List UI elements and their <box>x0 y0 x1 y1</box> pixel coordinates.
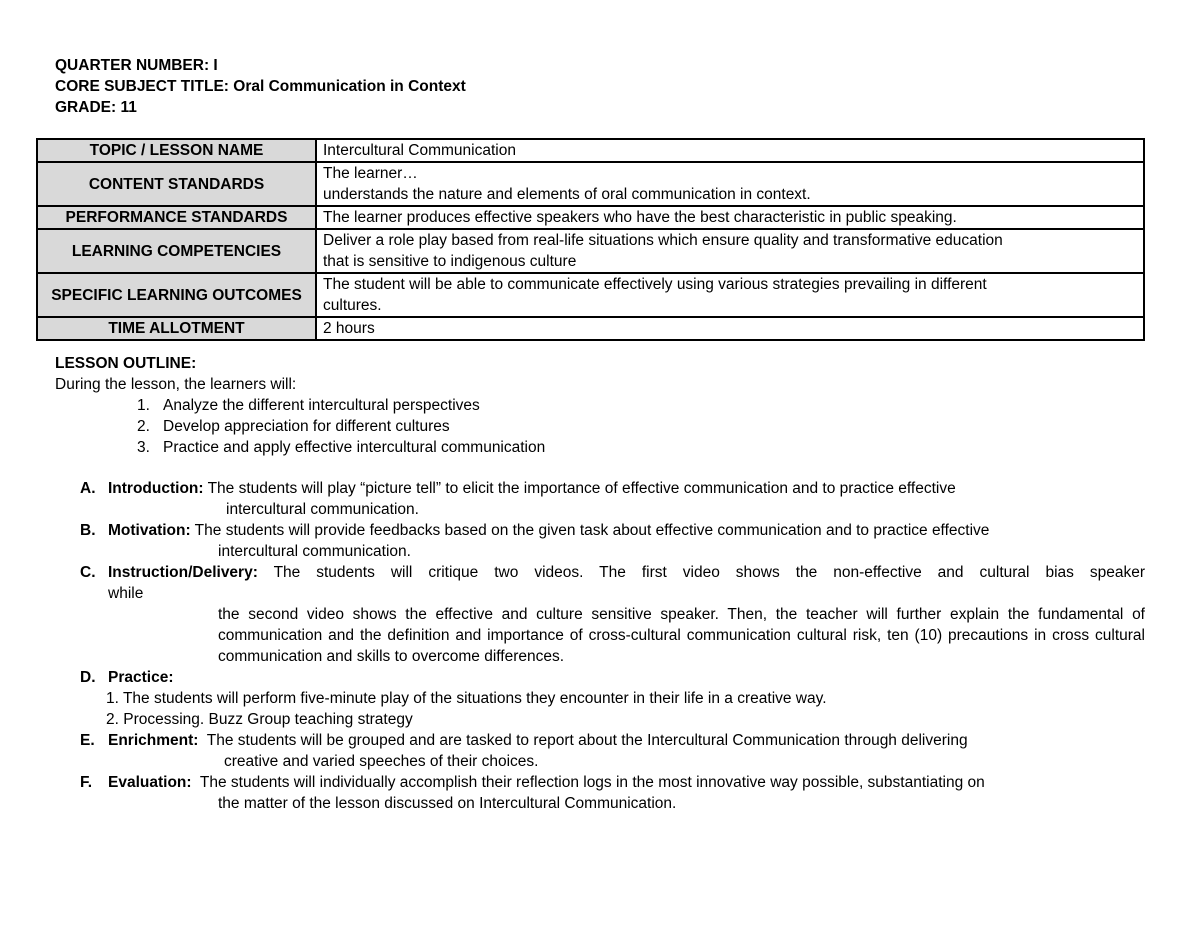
section-letter: D. <box>80 669 96 686</box>
row-value <box>316 139 1144 162</box>
list-item <box>55 395 1145 416</box>
section-text: The students will critique two videos. The first video shows the non-effective and cultural bias speaker <box>257 564 1145 581</box>
section-letter: E. <box>80 732 95 749</box>
value-line: The student will be able to communicate effectively using various strategies prevailing in different <box>323 276 987 293</box>
value-line: 2 hours <box>323 320 375 337</box>
table-row <box>37 273 1144 317</box>
value-line: understands the nature and elements of oral communication in context. <box>323 186 811 203</box>
row-label: TOPIC / LESSON NAME <box>37 139 316 162</box>
list-number: 1. <box>137 397 150 414</box>
section-text: The students will provide feedbacks based on the given task about effective communication and to practice effective <box>190 522 990 539</box>
row-label: PERFORMANCE STANDARDS <box>37 206 316 229</box>
list-number: 3. <box>137 439 150 456</box>
section-title: Motivation: <box>108 522 191 539</box>
row-label: TIME ALLOTMENT <box>37 317 316 340</box>
section-text: The students will individually accomplish their reflection logs in the most innovative way possible, substantiating on <box>191 774 985 791</box>
list-text: Analyze the different intercultural perspectives <box>163 397 480 414</box>
section-text: the second video shows the effective and culture sensitive speaker. Then, the teacher will further explain the fundamental of communication and the definition and importance of cross-cultural communication cultural risk, ten (10) precautions in cross cultural communication and skills to overcome differences. <box>218 606 1145 665</box>
section-title: Introduction: <box>108 480 204 497</box>
section-instruction-delivery <box>80 562 1145 667</box>
document-header <box>55 55 466 118</box>
row-value <box>316 206 1144 229</box>
value-line: Intercultural Communication <box>323 142 516 159</box>
practice-item: 2. Processing. Buzz Group teaching strategy <box>106 711 413 728</box>
value-line: that is sensitive to indigenous culture <box>323 253 577 270</box>
section-enrichment <box>80 730 1145 772</box>
value-line: Deliver a role play based from real-life situations which ensure quality and transformative education <box>323 232 1003 249</box>
value-line: The learner… <box>323 165 418 182</box>
list-item <box>55 437 1145 458</box>
section-letter: C. <box>80 564 96 581</box>
table-row <box>37 139 1144 162</box>
row-value <box>316 162 1144 206</box>
value-line: cultures. <box>323 297 382 314</box>
lesson-info-table <box>36 138 1145 341</box>
section-text: intercultural communication. <box>226 501 419 518</box>
row-label: CONTENT STANDARDS <box>37 162 316 206</box>
lesson-outline <box>55 353 1145 458</box>
section-letter: A. <box>80 480 96 497</box>
grade-level: GRADE: 11 <box>55 99 137 116</box>
list-item <box>55 416 1145 437</box>
list-number: 2. <box>137 418 150 435</box>
section-letter: F. <box>80 774 93 791</box>
outline-intro: During the lesson, the learners will: <box>55 376 297 393</box>
section-letter: B. <box>80 522 96 539</box>
table-row <box>37 317 1144 340</box>
section-text: creative and varied speeches of their choices. <box>224 753 539 770</box>
section-text: intercultural communication. <box>218 543 411 560</box>
list-text: Develop appreciation for different cultures <box>163 418 450 435</box>
table-row <box>37 229 1144 273</box>
section-text: The students will be grouped and are tasked to report about the Intercultural Communication through delivering <box>198 732 968 749</box>
section-practice <box>80 667 1145 730</box>
list-text: Practice and apply effective intercultural communication <box>163 439 546 456</box>
section-text: The students will play “picture tell” to elicit the importance of effective communication and to practice effective <box>203 480 956 497</box>
section-text: while <box>108 585 144 602</box>
row-label: SPECIFIC LEARNING OUTCOMES <box>37 273 316 317</box>
row-value <box>316 229 1144 273</box>
row-value <box>316 273 1144 317</box>
quarter-number: QUARTER NUMBER: I <box>55 57 218 74</box>
practice-item: 1. The students will perform five-minute play of the situations they encounter in their life in a creative way. <box>106 690 827 707</box>
section-text: the matter of the lesson discussed on Intercultural Communication. <box>218 795 677 812</box>
row-value <box>316 317 1144 340</box>
section-introduction <box>80 478 1145 520</box>
row-label: LEARNING COMPETENCIES <box>37 229 316 273</box>
lesson-sections <box>80 478 1145 814</box>
section-title: Enrichment: <box>108 732 199 749</box>
table-row <box>37 206 1144 229</box>
section-motivation <box>80 520 1145 562</box>
section-title: Practice: <box>108 669 174 686</box>
core-subject-title: CORE SUBJECT TITLE: Oral Communication in Context <box>55 78 466 95</box>
objectives-list <box>55 395 1145 458</box>
section-evaluation <box>80 772 1145 814</box>
section-title: Evaluation: <box>108 774 192 791</box>
section-title: Instruction/Delivery: <box>108 564 258 581</box>
table-row <box>37 162 1144 206</box>
value-line: The learner produces effective speakers who have the best characteristic in public speaking. <box>323 209 957 226</box>
outline-title: LESSON OUTLINE: <box>55 355 197 372</box>
